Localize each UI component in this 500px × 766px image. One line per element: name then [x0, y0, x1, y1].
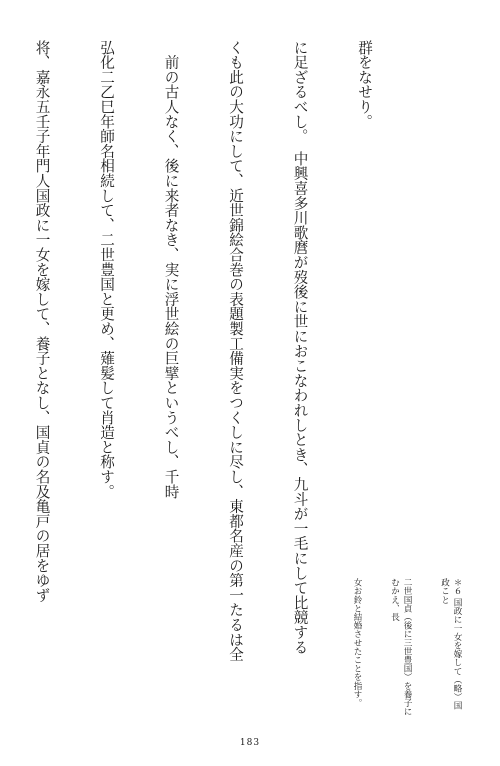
page-number: 183 — [239, 738, 261, 748]
text-line: 群をなせり。 — [356, 40, 373, 129]
text-line: 前の古人なく、後に来者なき、実に浮世絵の巨擘というべし、千時 — [162, 40, 180, 499]
text-line: くも此の大功にして、近世錦絵合巻の表題製工備実をつくしに尽し、東都名産の第一たるは全 — [227, 40, 244, 662]
text-line: 将、嘉永五壬子年門人国政に一女を嫁して、養子となし、国貞の名及亀戸の居をゆず — [33, 40, 51, 603]
footnote-line: 女お鈴と結婚させたことを指す。 — [352, 578, 362, 707]
text-line: 弘化二乙巳年師名相続して、二世豊国と更め、薙髪して肖造と称す。 — [98, 40, 115, 499]
footnote-line: 二世国貞（後に三世豊国）を養子にむかえ、長 — [389, 578, 412, 716]
footnote — [352, 578, 488, 718]
footnote-line: ＊６ 国政に一女を嫁して（略）国政こと — [439, 578, 462, 710]
text-line: に足ざるべし。 中興喜多川歌麿が歿後に世におこなわれしとき、九斗が一毛にして比競する — [291, 40, 309, 655]
